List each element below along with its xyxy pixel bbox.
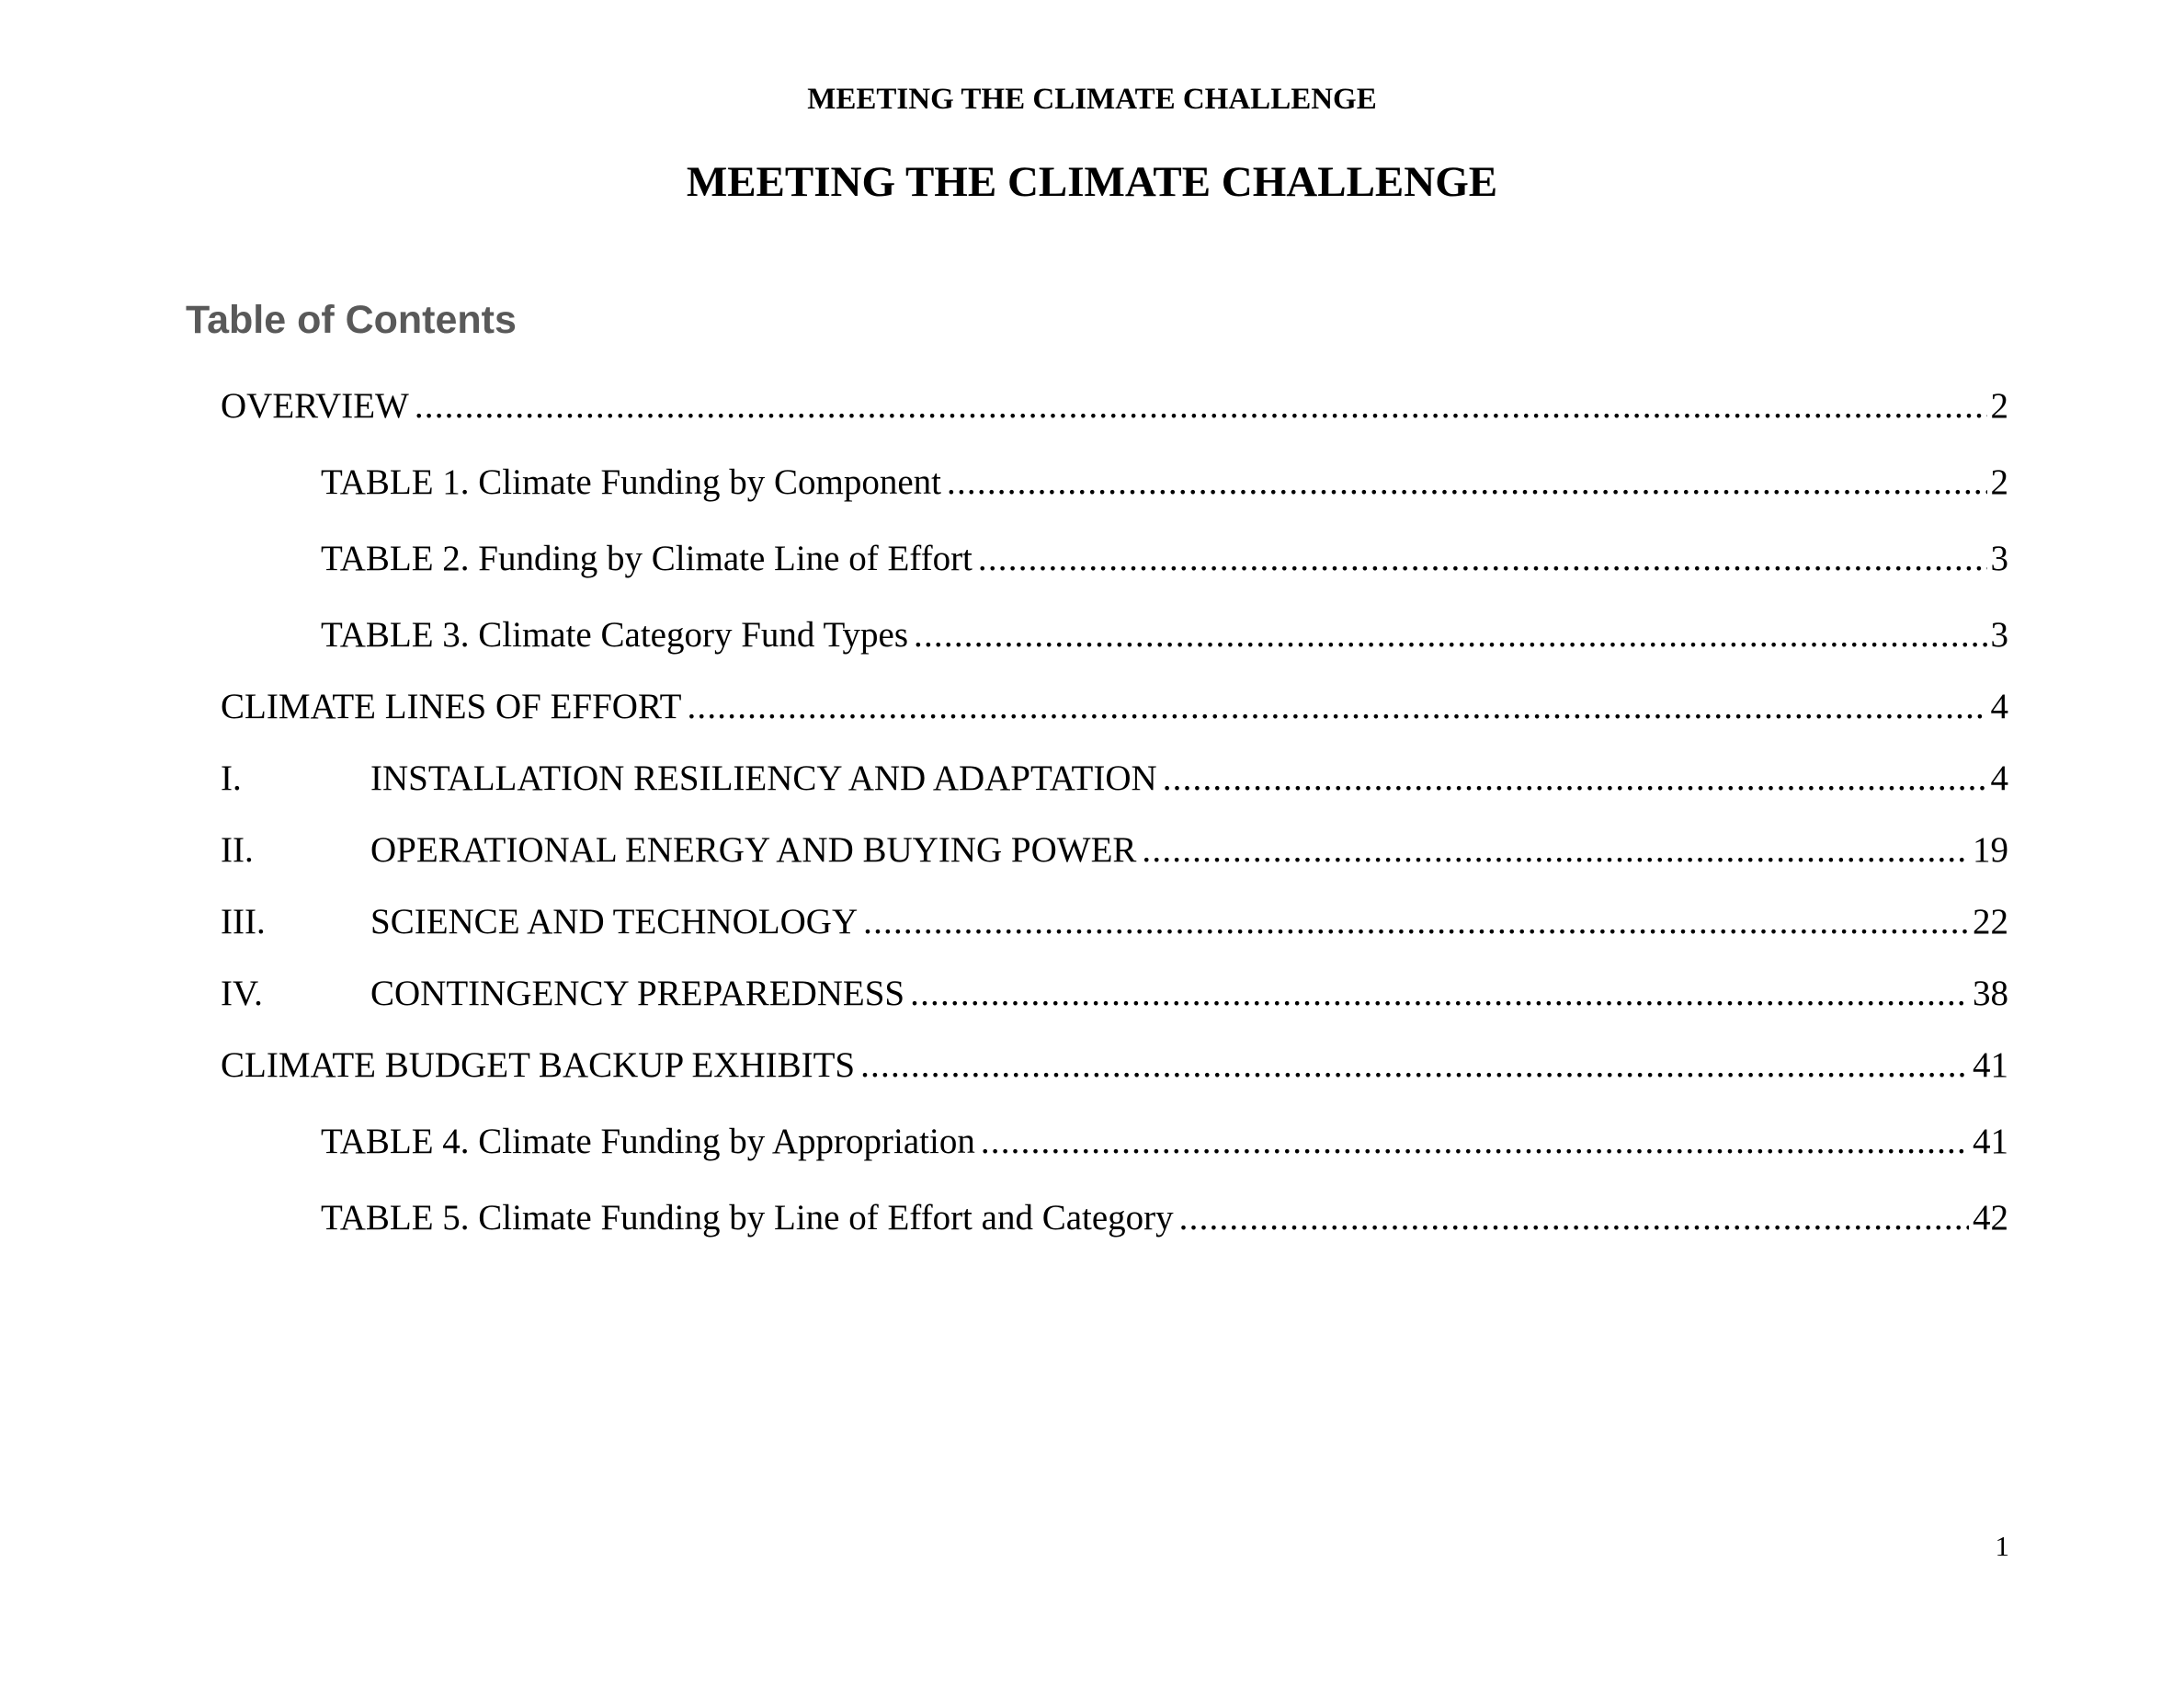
toc-dot-leader (981, 1122, 1969, 1162)
toc-entry-section-iv[interactable] (221, 974, 2008, 1014)
toc-page-number: 41 (1973, 1122, 2008, 1161)
toc-page-number: 38 (1973, 974, 2008, 1013)
toc-dot-leader (863, 902, 1969, 942)
toc-page-number: 3 (1990, 615, 2008, 655)
toc-entry-text: OVERVIEW (221, 386, 409, 426)
toc-dot-leader (1142, 830, 1969, 871)
toc-entry-section-iii[interactable] (221, 902, 2008, 942)
toc-section-number: I. (221, 758, 242, 798)
toc-entry-text: SCIENCE AND TECHNOLOGY (370, 902, 859, 941)
toc-entry-overview[interactable] (221, 386, 2008, 427)
toc-entry-text: TABLE 4. Climate Funding by Appropriation (321, 1122, 975, 1161)
toc-dot-leader (1179, 1198, 1969, 1238)
toc-dot-leader (1163, 758, 1987, 799)
toc-entry-text: CONTINGENCY PREPAREDNESS (370, 974, 905, 1013)
toc-entry-table-1[interactable] (321, 462, 2008, 503)
toc-page-number: 41 (1973, 1045, 2008, 1085)
toc-entry-text: TABLE 3. Climate Category Fund Types (321, 615, 909, 655)
toc-page-number: 4 (1990, 758, 2008, 798)
toc-entry-text: INSTALLATION RESILIENCY AND ADAPTATION (370, 758, 1157, 798)
toc-entry-table-4[interactable] (321, 1122, 2008, 1162)
toc-entry-text: OPERATIONAL ENERGY AND BUYING POWER (370, 830, 1137, 870)
toc-page-number: 19 (1973, 830, 2008, 870)
toc-dot-leader (860, 1045, 1969, 1086)
toc-entry-climate-lines-of-effort[interactable] (221, 687, 2008, 727)
toc-dot-leader (978, 539, 1987, 579)
toc-entry-table-3[interactable] (321, 615, 2008, 656)
toc-entry-climate-budget-backup-exhibits[interactable] (221, 1045, 2008, 1086)
toc-page-number: 4 (1990, 687, 2008, 726)
toc-entry-text: TABLE 1. Climate Funding by Component (321, 462, 942, 502)
toc-entry-text: TABLE 2. Funding by Climate Line of Effort (321, 539, 973, 578)
running-header: MEETING THE CLIMATE CHALLENGE (807, 83, 1377, 116)
toc-page-number: 3 (1990, 539, 2008, 578)
document-title: MEETING THE CLIMATE CHALLENGE (686, 158, 1498, 206)
toc-page-number: 2 (1990, 462, 2008, 502)
toc-heading: Table of Contents (186, 298, 517, 342)
toc-dot-leader (910, 974, 1969, 1014)
toc-entry-text: CLIMATE LINES OF EFFORT (221, 687, 682, 726)
toc-section-number: IV. (221, 974, 263, 1013)
toc-page-number: 22 (1973, 902, 2008, 941)
toc-dot-leader (687, 687, 1986, 727)
toc-entry-text: CLIMATE BUDGET BACKUP EXHIBITS (221, 1045, 856, 1085)
page-number: 1 (1995, 1530, 2009, 1562)
toc-entry-table-5[interactable] (321, 1198, 2008, 1238)
toc-page-number: 2 (1990, 386, 2008, 426)
toc-dot-leader (947, 462, 1986, 503)
toc-page-number: 42 (1973, 1198, 2008, 1237)
toc-section-number: II. (221, 830, 254, 870)
toc-section-number: III. (221, 902, 266, 941)
toc-entry-text: TABLE 5. Climate Funding by Line of Effort and Category (321, 1198, 1174, 1237)
toc-entry-section-ii[interactable] (221, 830, 2008, 871)
toc-entry-section-i[interactable] (221, 758, 2008, 799)
toc-dot-leader (415, 386, 1987, 427)
toc-dot-leader (914, 615, 1986, 656)
toc-entry-table-2[interactable] (321, 539, 2008, 579)
